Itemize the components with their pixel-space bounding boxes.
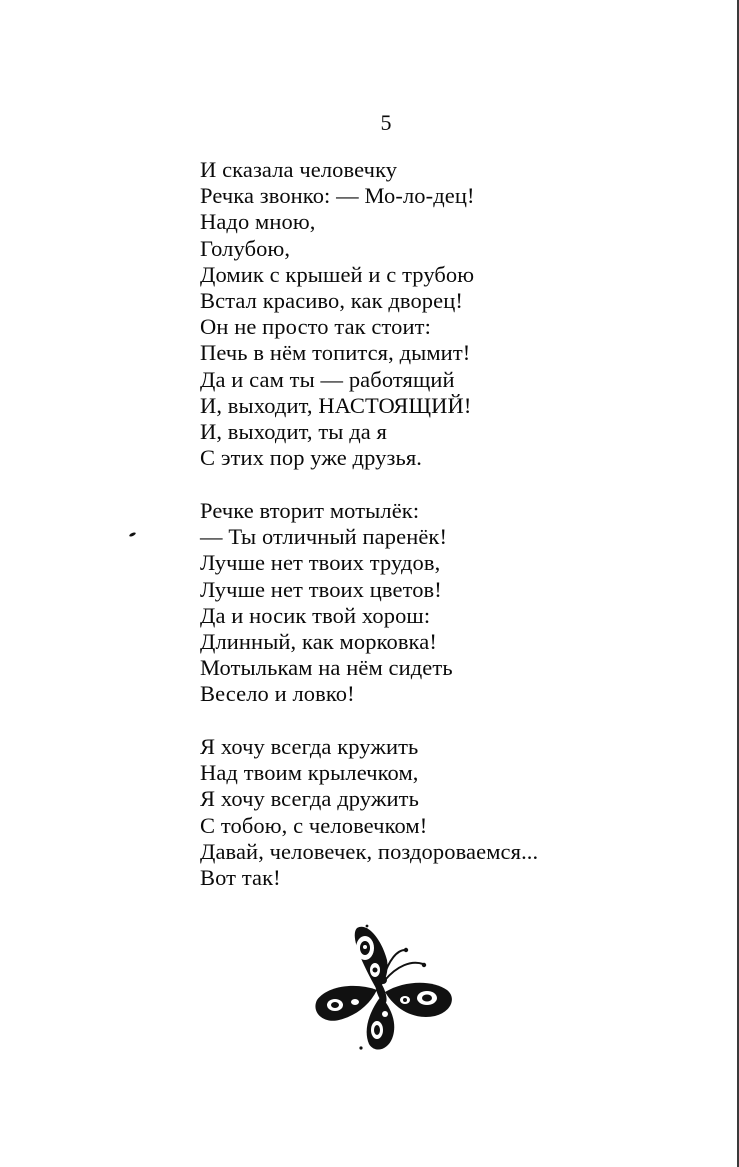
poem-line: Длинный, как морковка! [200, 628, 437, 654]
ink-speck [129, 532, 137, 538]
poem-line: Он не просто так стоит: [200, 314, 431, 340]
poem-line: Да и сам ты — работящий [200, 366, 455, 392]
poem [200, 157, 680, 891]
poem-line: С тобою, с человечком! [200, 812, 428, 838]
poem-line: И, выходит, НАСТОЯЩИЙ! [200, 392, 472, 418]
poem-line: Домик с крышей и с трубою [200, 261, 475, 287]
poem-line: Голубою, [200, 235, 291, 261]
poem-line: Мотылькам на нём сидеть [200, 655, 453, 681]
stanza-3 [200, 734, 680, 891]
page-number: 5 [380, 110, 392, 135]
poem-line: И, выходит, ты да я [200, 419, 387, 445]
poem-line: Вот так! [200, 865, 281, 891]
poem-line: Я хочу всегда кружить [200, 734, 419, 760]
poem-line: — Ты отличный паренёк! [200, 524, 448, 550]
poem-line: Лучше нет твоих цветов! [200, 576, 442, 602]
poem-line: Надо мною, [200, 209, 316, 235]
stanza-1 [200, 157, 680, 471]
poem-line: Речка звонко: — Мо-ло-дец! [200, 183, 475, 209]
poem-line: Весело и ловко! [200, 681, 355, 707]
stanza-gap [200, 471, 680, 498]
poem-line: Встал красиво, как дворец! [200, 288, 463, 314]
poem-line: И сказала человечку [200, 157, 398, 182]
poem-line: Давай, человечек, поздороваемся... [200, 838, 539, 864]
poem-line: Да и носик твой хорош: [200, 602, 431, 628]
poem-line: Лучше нет твоих трудов, [200, 550, 441, 576]
poem-line: Печь в нём топится, дымит! [200, 340, 471, 366]
stanza-gap [200, 708, 680, 735]
stanza-2 [200, 498, 680, 708]
poem-line: Речке вторит мотылёк: [200, 497, 420, 523]
poem-line: С этих пор уже друзья. [200, 445, 422, 471]
poem-line: Я хочу всегда дружить [200, 786, 419, 812]
poem-line: Над твоим крылечком, [200, 760, 419, 786]
butterfly-icon [305, 920, 465, 1060]
